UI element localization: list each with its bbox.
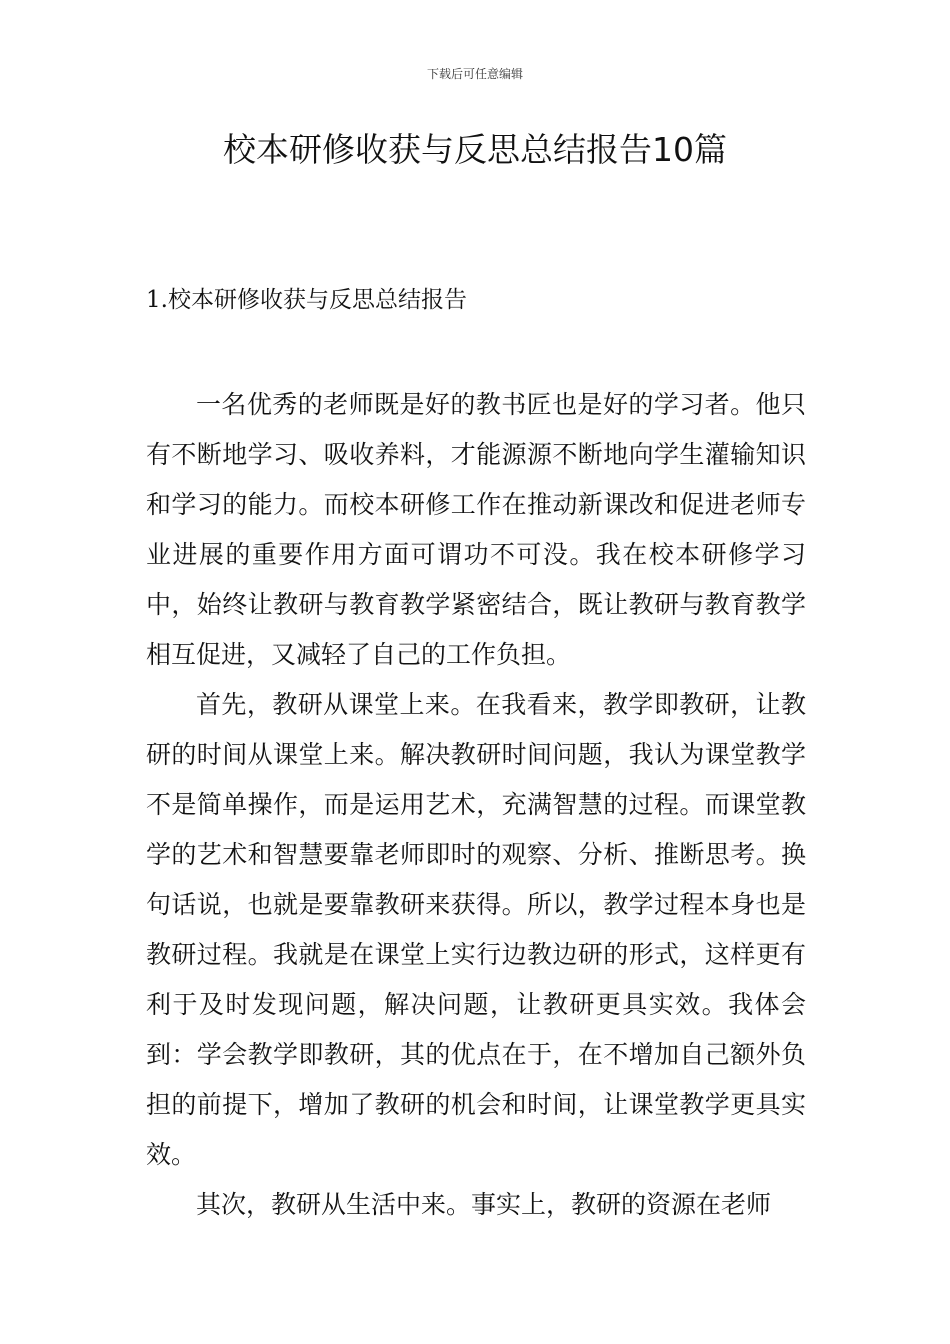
- header-note: 下载后可任意编辑: [426, 67, 523, 81]
- document-body: [146, 380, 806, 1230]
- paragraph-2: 首先，教研从课堂上来。在我看来，教学即教研，让教研的时间从课堂上来。解决教研时间问题，我认为课堂教学不是简单操作，而是运用艺术，充满智慧的过程。而课堂教学的艺术和智慧要靠老师即时的观察、分析、推断思考。换句话说，也就是要靠教研来获得。所以，教学过程本身也是教研过程。我就是在课堂上实行边教边研的形式，这样更有利于及时发现问题，解决问题，让教研更具实效。我体会到：学会教学即教研，其的优点在于，在不增加自己额外负担的前提下，增加了教研的机会和时间，让课堂教学更具实效。: [146, 690, 806, 1169]
- paragraph-3: 其次，教研从生活中来。事实上，教研的资源在老师: [196, 1190, 772, 1219]
- document-title: 校本研修收获与反思总结报告10篇: [223, 130, 727, 169]
- section-heading: 1.校本研修收获与反思总结报告: [146, 287, 467, 313]
- paragraph-1: 一名优秀的老师既是好的教书匠也是好的学习者。他只有不断地学习、吸收养料，才能源源不断地向学生灌输知识和学习的能力。而校本研修工作在推动新课改和促进老师专业进展的重要作用方面可谓功不可没。我在校本研修学习中，始终让教研与教育教学紧密结合，既让教研与教育教学相互促进，又减轻了自己的工作负担。: [146, 390, 806, 669]
